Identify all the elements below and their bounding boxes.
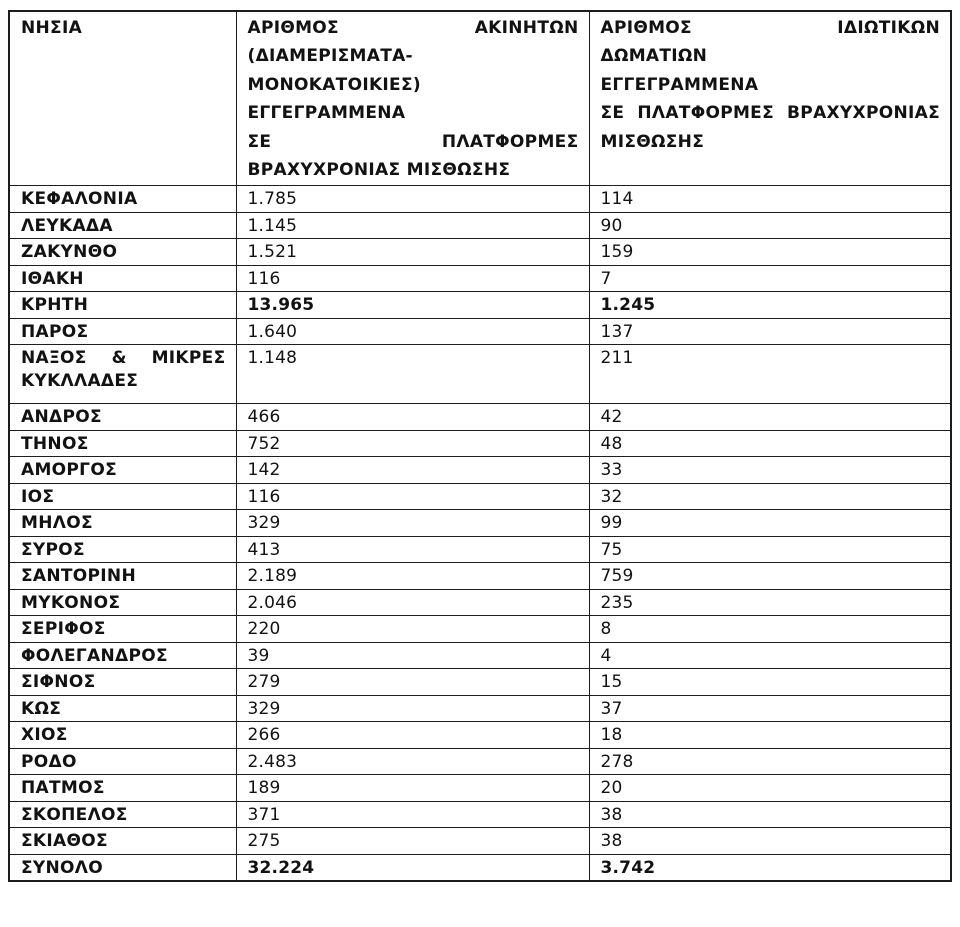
cell-value: 8 [600,619,612,640]
header-row [9,11,951,186]
cell-value: 39 [247,645,270,666]
island-cell [9,616,236,643]
rooms-count-cell [589,722,951,749]
island-cell [9,828,236,855]
island-cell [9,669,236,696]
text-word: ΜΟΝΟΚΑΤΟΙΚΙΕΣ) [247,74,421,95]
table-row [9,318,951,345]
rooms-count-cell [589,669,951,696]
text-word: ΜΙΚΡΕΣ [151,348,226,369]
col-header-islands [9,11,236,186]
text-word: ΒΡΑΧΥΧΡΟΝΙΑΣ [787,103,940,124]
rooms-count-cell [589,801,951,828]
cell-value: 211 [600,348,634,369]
text-line [21,592,226,615]
text-line [21,830,226,853]
col-header-properties [236,11,589,186]
table-row [9,292,951,319]
table-row [9,186,951,213]
cell-value: 116 [247,486,281,507]
text-word: ΑΡΙΘΜΟΣ [247,18,339,38]
cell-value: 2.483 [247,751,298,772]
cell-value: 48 [600,433,623,454]
properties-count-cell [236,212,589,239]
island-cell [9,695,236,722]
island-cell [9,265,236,292]
table-body [9,186,951,882]
text-word: ΜΙΣΘΩΣΗΣ [600,131,705,152]
short-term-rental-table [8,10,952,882]
properties-count-cell [236,589,589,616]
text-word: ΣΥΡΟΣ [21,539,85,560]
cell-value: 1.521 [247,242,298,263]
properties-count-cell [236,265,589,292]
cell-value: 142 [247,460,281,481]
col-header-rooms [589,11,951,186]
text-word: ΚΥΚΛΛΑΔΕΣ [21,370,139,391]
cell-value: 371 [247,804,281,825]
cell-value: 466 [247,407,281,428]
properties-count-cell [236,483,589,510]
island-cell [9,457,236,484]
text-word: ΑΡΙΘΜΟΣ [600,18,692,38]
text-line [21,539,226,562]
text-word: ΦΟΛΕΓΑΝΔΡΟΣ [21,645,168,666]
text-line [21,618,226,641]
cell-value: 1.148 [247,348,298,369]
cell-value: 32 [600,486,623,507]
text-line [601,42,941,70]
island-cell [9,801,236,828]
island-cell [9,239,236,266]
text-word: ΣΑΝΤΟΡΙΝΗ [21,566,136,587]
text-word: ΑΜΟΡΓΟΣ [21,460,117,481]
table-row [9,642,951,669]
properties-count-cell [236,457,589,484]
text-line [21,370,226,393]
cell-value: 759 [600,566,634,587]
text-word: ΣΙΦΝΟΣ [21,672,96,693]
island-cell [9,563,236,590]
text-word: ΙΘΑΚΗ [21,268,84,289]
properties-count-cell [236,536,589,563]
cell-value: 33 [600,460,623,481]
island-cell [9,510,236,537]
text-word: ΙΔΙΩΤΙΚΩΝ [837,18,940,38]
table-row [9,828,951,855]
cell-value: 1.785 [247,189,298,210]
text-word: ΠΑΤΜΟΣ [21,778,105,799]
cell-value: 1.145 [247,215,298,236]
island-cell [9,748,236,775]
text-line [21,215,226,238]
cell-value: 4 [600,645,612,666]
cell-value: 235 [600,592,634,613]
text-word: ΙΟΣ [21,486,55,507]
text-word: ΛΕΥΚΑΔΑ [21,215,113,236]
text-line [21,512,226,535]
cell-value: 275 [247,831,281,852]
text-word: ΠΛΑΤΦΟΡΜΕΣ [441,131,579,152]
text-line [21,294,226,317]
text-line [21,698,226,721]
properties-count-cell [236,722,589,749]
text-line [248,14,579,42]
table-row [9,669,951,696]
cell-value: 90 [600,215,623,236]
text-word: ΜΗΛΟΣ [21,513,93,534]
text-word: ΑΚΙΝΗΤΩΝ [474,18,579,38]
table-row [9,775,951,802]
text-line [21,406,226,429]
text-word: ΣΕ [600,103,625,124]
cell-value: 75 [600,539,623,560]
properties-count-cell [236,828,589,855]
cell-value: 2.046 [247,592,298,613]
text-line [21,347,226,370]
properties-count-cell [236,748,589,775]
text-line [21,321,226,344]
properties-count-cell [236,292,589,319]
text-line [21,486,226,509]
table-row [9,722,951,749]
cell-value: 116 [247,268,281,289]
rooms-count-cell [589,854,951,881]
text-line [21,14,226,42]
properties-count-cell [236,642,589,669]
table-row [9,345,951,404]
cell-value: 137 [600,321,634,342]
rooms-count-cell [589,483,951,510]
text-word: ΣΚΟΠΕΛΟΣ [21,804,128,825]
text-word: ΧΙΟΣ [21,725,68,746]
text-word: ΠΛΑΤΦΟΡΜΕΣ [637,103,775,124]
table-row [9,563,951,590]
text-line [601,71,941,99]
cell-value: 32.224 [247,857,315,878]
properties-count-cell [236,239,589,266]
island-cell [9,430,236,457]
cell-value: 1.245 [600,295,656,316]
rooms-count-cell [589,589,951,616]
cell-value: 7 [600,268,612,289]
island-cell [9,536,236,563]
properties-count-cell [236,345,589,404]
text-line [248,42,579,70]
table-row [9,748,951,775]
cell-value: 20 [600,778,623,799]
text-line [601,99,941,127]
table-row [9,616,951,643]
text-word: ΣΕ [247,131,272,152]
cell-value: 37 [600,698,623,719]
island-cell [9,404,236,431]
table-row [9,589,951,616]
text-word: ΠΑΡΟΣ [21,321,89,342]
cell-value: 266 [247,725,281,746]
properties-count-cell [236,404,589,431]
text-line [248,128,579,156]
table-row [9,695,951,722]
rooms-count-cell [589,828,951,855]
cell-value: 752 [247,433,281,454]
cell-value: 38 [600,831,623,852]
text-word: ΤΗΝΟΣ [21,433,89,454]
text-line [21,645,226,668]
text-word: ΚΕΦΑΛΟΝΙΑ [21,189,138,210]
island-cell [9,642,236,669]
rooms-count-cell [589,642,951,669]
properties-count-cell [236,695,589,722]
cell-value: 329 [247,698,281,719]
text-word: ΡΟΔΟ [21,751,77,772]
table-header [9,11,951,186]
rooms-count-cell [589,318,951,345]
rooms-count-cell [589,695,951,722]
properties-count-cell [236,318,589,345]
text-line [601,14,941,42]
properties-count-cell [236,186,589,213]
island-cell [9,292,236,319]
text-word: ΣΥΝΟΛΟ [21,857,104,878]
table-row [9,212,951,239]
table-row [9,457,951,484]
properties-count-cell [236,854,589,881]
cell-value: 99 [600,513,623,534]
table-row [9,483,951,510]
rooms-count-cell [589,292,951,319]
cell-value: 13.965 [247,295,315,316]
cell-value: 114 [600,189,634,210]
cell-value: 189 [247,778,281,799]
cell-value: 159 [600,242,634,263]
island-cell [9,483,236,510]
island-cell [9,345,236,404]
rooms-count-cell [589,748,951,775]
rooms-count-cell [589,457,951,484]
island-cell [9,854,236,881]
table-row [9,265,951,292]
cell-value: 15 [600,672,623,693]
cell-value: 2.189 [247,566,298,587]
island-cell [9,212,236,239]
text-line [21,857,226,880]
text-word: ΖΑΚΥΝΘΟ [21,242,118,263]
text-word: ΚΡΗΤΗ [21,295,89,316]
island-cell [9,186,236,213]
cell-value: 413 [247,539,281,560]
text-line [248,71,579,99]
cell-value: 3.742 [600,857,656,878]
text-line [21,671,226,694]
text-line [21,433,226,456]
cell-value: 278 [600,751,634,772]
rooms-count-cell [589,430,951,457]
cell-value: 329 [247,513,281,534]
rooms-count-cell [589,239,951,266]
rooms-count-cell [589,404,951,431]
text-line [21,777,226,800]
rooms-count-cell [589,536,951,563]
text-word: ΕΓΓΕΓΡΑΜΜΕΝΑ [247,103,406,124]
text-line [21,804,226,827]
text-line [21,268,226,291]
table-row [9,239,951,266]
table-row [9,854,951,881]
text-word: ΒΡΑΧΥΧΡΟΝΙΑΣ ΜΙΣΘΩΣΗΣ [247,160,511,181]
cell-value: 279 [247,672,281,693]
island-cell [9,775,236,802]
properties-count-cell [236,563,589,590]
properties-count-cell [236,510,589,537]
properties-count-cell [236,801,589,828]
text-line [21,459,226,482]
text-line [248,99,579,127]
text-word: ΑΝΔΡΟΣ [21,407,102,428]
text-word: ΔΩΜΑΤΙΩΝ [600,46,708,67]
rooms-count-cell [589,265,951,292]
rooms-count-cell [589,510,951,537]
text-word: ΝΗΣΙΑ [21,18,83,38]
properties-count-cell [236,775,589,802]
rooms-count-cell [589,345,951,404]
text-word: ΣΕΡΙΦΟΣ [21,619,106,640]
properties-count-cell [236,616,589,643]
rooms-count-cell [589,563,951,590]
table-row [9,430,951,457]
table-row [9,801,951,828]
text-word: ΝΑΞΟΣ [21,348,87,369]
text-word: ΚΩΣ [21,698,62,719]
text-word: ΜΥΚΟΝΟΣ [21,592,121,613]
properties-count-cell [236,430,589,457]
rooms-count-cell [589,212,951,239]
text-line [21,241,226,264]
text-word: ΕΓΓΕΓΡΑΜΜΕΝΑ [600,74,759,95]
text-word: & [111,348,127,369]
properties-count-cell [236,669,589,696]
island-cell [9,722,236,749]
text-line [21,565,226,588]
cell-value: 220 [247,619,281,640]
text-line [601,128,941,156]
cell-value: 42 [600,407,623,428]
cell-value: 38 [600,804,623,825]
cell-value: 1.640 [247,321,298,342]
text-line [21,188,226,211]
text-word: ΣΚΙΑΘΟΣ [21,831,108,852]
rooms-count-cell [589,186,951,213]
text-line [248,156,579,184]
table-row [9,510,951,537]
table-row [9,404,951,431]
table-row [9,536,951,563]
text-word: (ΔΙΑΜΕΡΙΣΜΑΤΑ- [247,46,413,67]
cell-value: 18 [600,725,623,746]
island-cell [9,318,236,345]
island-cell [9,589,236,616]
text-line [21,724,226,747]
rooms-count-cell [589,616,951,643]
rooms-count-cell [589,775,951,802]
text-line [21,751,226,774]
